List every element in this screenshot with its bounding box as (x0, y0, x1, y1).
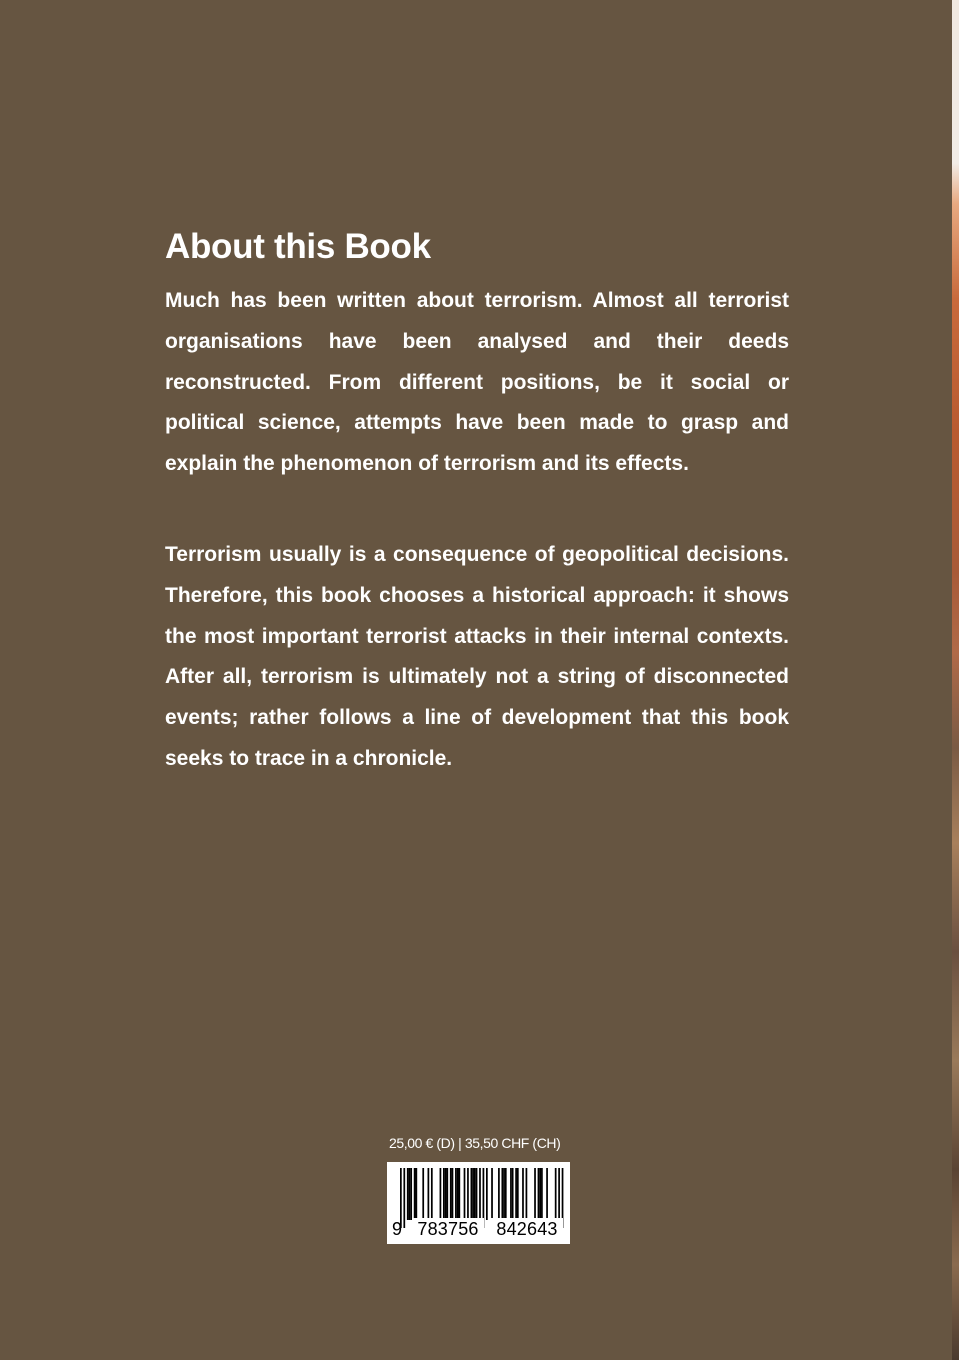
barcode-bar (422, 1168, 424, 1220)
barcode-bar (455, 1168, 457, 1220)
barcode-right-digits: 842643 (491, 1218, 563, 1240)
barcode-bar (458, 1168, 460, 1220)
barcode-bar (414, 1168, 416, 1220)
barcode-bar (538, 1168, 540, 1220)
barcode-left-digits: 783756 (412, 1218, 484, 1240)
barcode-bar (498, 1168, 500, 1220)
section-title: About this Book (165, 227, 431, 266)
barcode-bar (415, 1168, 417, 1220)
barcode-bar (445, 1168, 447, 1220)
barcode-bar (512, 1168, 514, 1220)
barcode-bar (409, 1168, 411, 1220)
barcode-bar (440, 1168, 442, 1220)
barcode-bar (491, 1168, 493, 1220)
barcode-bar (476, 1168, 478, 1220)
barcode-bar (517, 1168, 519, 1220)
barcode-bar (471, 1168, 473, 1220)
barcode-bar (539, 1168, 541, 1220)
barcode-bar (474, 1168, 476, 1220)
barcode-bar (546, 1168, 548, 1220)
barcode-bar (446, 1168, 448, 1220)
barcode-bar (410, 1168, 412, 1220)
price-label: 25,00 € (D) | 35,50 CHF (CH) (389, 1135, 561, 1151)
isbn-barcode (387, 1162, 570, 1244)
barcode-bar (526, 1168, 528, 1220)
barcode-bar (457, 1168, 459, 1220)
barcode-bar (431, 1168, 433, 1220)
front-cover-edge-image (952, 0, 959, 1360)
barcode-bar (467, 1168, 469, 1220)
barcode-bar (503, 1168, 505, 1220)
barcode-bar (486, 1168, 488, 1220)
barcode-bar (472, 1168, 474, 1220)
barcode-bar (510, 1168, 512, 1220)
barcode-bar (501, 1168, 503, 1220)
barcode-bar (443, 1168, 445, 1220)
barcode-bar (403, 1168, 405, 1228)
barcode-bar (515, 1168, 517, 1220)
barcode-bar (522, 1168, 524, 1220)
barcode-bar (505, 1168, 507, 1220)
barcode-bar (450, 1168, 452, 1220)
barcode-bar (452, 1168, 454, 1220)
blurb-paragraph-1: Much has been written about terrorism. Almost all terrorist organisations have been analysed and their deeds reconstructed. From different positions, be it social or political science, attempts have been made to grasp and explain the phenomenon of terrorism and its effects. (165, 289, 789, 476)
barcode-bar (407, 1168, 409, 1220)
barcode-bar (541, 1168, 543, 1220)
barcode-bar (464, 1168, 466, 1220)
blurb-section (165, 226, 789, 780)
barcode-bar (428, 1168, 430, 1220)
blurb-paragraph-2: Terrorism usually is a consequence of geopolitical decisions. Therefore, this book chooses a historical approach: it shows the most important terrorist attacks in their internal contexts. After all, terrorism is ultimately not a string of disconnected events; rather follows a line of development that this book seeks to trace in a chronicle. (165, 542, 789, 770)
barcode-lead-digit: 9 (392, 1219, 403, 1239)
barcode-bar (555, 1168, 557, 1220)
barcode-bar (534, 1168, 536, 1220)
